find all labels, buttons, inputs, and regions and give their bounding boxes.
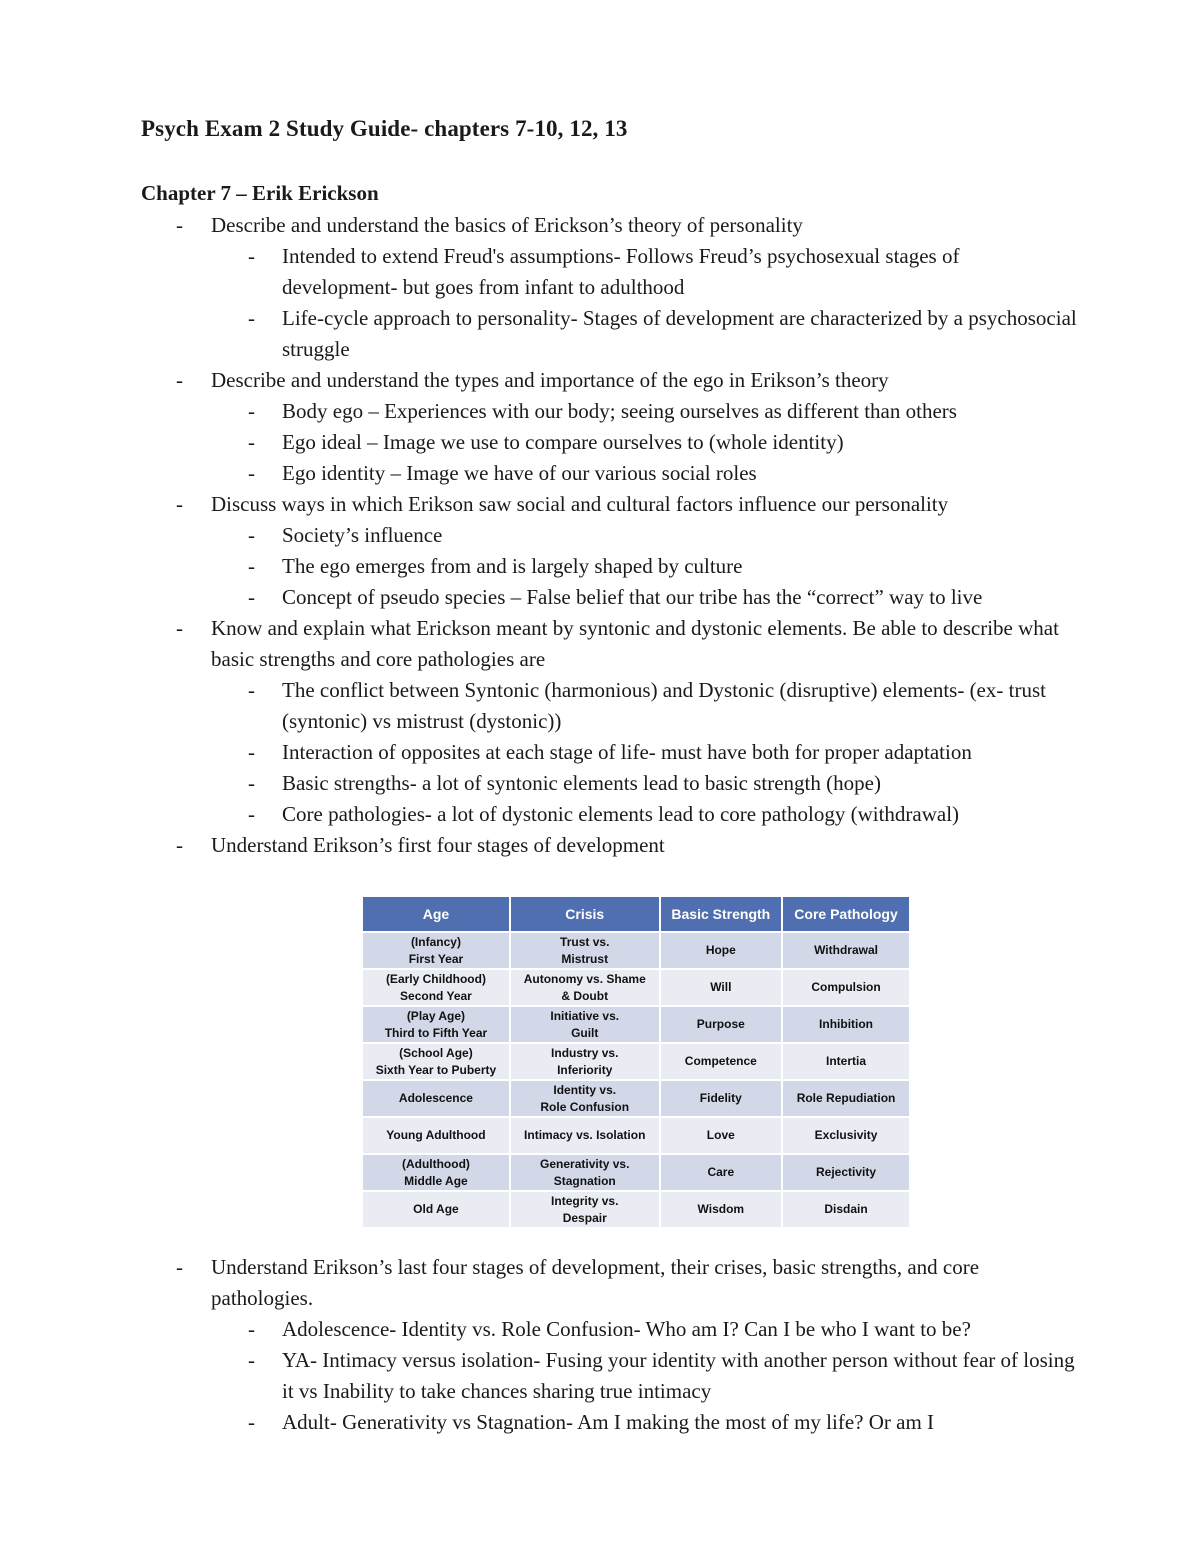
outline-item-text: Adolescence- Identity vs. Role Confusion- Who am I? Can I be who I want to be? — [282, 1317, 971, 1341]
bullet-dash: - — [248, 244, 255, 268]
outline-item-text: Ego identity – Image we have of our various social roles — [282, 461, 757, 485]
outline-item-text: Concept of pseudo species – False belief that our tribe has the “correct” way to live — [282, 585, 983, 609]
chapter-heading: Chapter 7 – Erik Erickson — [141, 181, 379, 205]
outline-subitem — [0, 1345, 1200, 1407]
outline-item — [0, 830, 1200, 861]
bullet-dash: - — [248, 1410, 255, 1434]
cell-age: (Adulthood) Middle Age — [363, 1155, 509, 1190]
table-row — [363, 1118, 909, 1153]
column-header: Crisis — [511, 897, 659, 931]
outline-item-text: Body ego – Experiences with our body; seeing ourselves as different than others — [282, 399, 957, 423]
cell-core-pathology: Inhibition — [783, 1007, 909, 1042]
outline-item-text: Basic strengths- a lot of syntonic elements lead to basic strength (hope) — [282, 771, 881, 795]
outline-item-text: Ego ideal – Image we use to compare ourselves to (whole identity) — [282, 430, 844, 454]
column-header: Basic Strength — [661, 897, 781, 931]
bullet-dash: - — [176, 368, 183, 392]
outline-section-2 — [0, 1252, 1200, 1438]
cell-age: Young Adulthood — [363, 1118, 509, 1153]
outline-subitem — [0, 458, 1200, 489]
bullet-dash: - — [248, 399, 255, 423]
cell-crisis: Autonomy vs. Shame & Doubt — [511, 970, 659, 1005]
cell-core-pathology: Exclusivity — [783, 1118, 909, 1153]
table-row — [363, 1155, 909, 1190]
outline-item-text: Society’s influence — [282, 523, 443, 547]
cell-age: Adolescence — [363, 1081, 509, 1116]
outline-item-text: Describe and understand the types and importance of the ego in Erikson’s theory — [211, 368, 889, 392]
outline-subitem — [0, 520, 1200, 551]
outline-subitem — [0, 396, 1200, 427]
cell-core-pathology: Disdain — [783, 1192, 909, 1227]
cell-core-pathology: Role Repudiation — [783, 1081, 909, 1116]
cell-core-pathology: Compulsion — [783, 970, 909, 1005]
cell-crisis: Generativity vs. Stagnation — [511, 1155, 659, 1190]
outline-item-text: Core pathologies- a lot of dystonic elements lead to core pathology (withdrawal) — [282, 802, 960, 826]
table-row — [363, 1081, 909, 1116]
bullet-dash: - — [248, 585, 255, 609]
bullet-dash: - — [176, 616, 183, 640]
page-title: Psych Exam 2 Study Guide- chapters 7-10, 12, 13 — [141, 116, 628, 141]
cell-crisis: Initiative vs. Guilt — [511, 1007, 659, 1042]
cell-crisis: Intimacy vs. Isolation — [511, 1118, 659, 1153]
outline-subitem — [0, 799, 1200, 830]
table-row — [363, 1044, 909, 1079]
outline-item-text: Understand Erikson’s last four stages of development, their crises, basic strengths, and core pathologies. — [211, 1255, 980, 1310]
bullet-dash: - — [248, 802, 255, 826]
outline-subitem — [0, 675, 1200, 737]
bullet-dash: - — [176, 492, 183, 516]
outline-item-text: Interaction of opposites at each stage of life- must have both for proper adaptation — [282, 740, 972, 764]
outline-item — [0, 613, 1200, 675]
outline-item — [0, 210, 1200, 241]
outline-item-text: Know and explain what Erickson meant by syntonic and dystonic elements. Be able to describe what basic strengths and core pathologies are — [211, 616, 1059, 671]
outline-item-text: Life-cycle approach to personality- Stages of development are characterized by a psychosocial struggle — [282, 306, 1077, 361]
outline-subitem — [0, 768, 1200, 799]
column-header: Core Pathology — [783, 897, 909, 931]
cell-basic-strength: Fidelity — [661, 1081, 781, 1116]
bullet-dash: - — [176, 833, 183, 857]
outline-subitem — [0, 737, 1200, 768]
bullet-dash: - — [248, 430, 255, 454]
cell-core-pathology: Withdrawal — [783, 933, 909, 968]
outline-subitem — [0, 1314, 1200, 1345]
outline-item-text: Discuss ways in which Erikson saw social and cultural factors influence our personality — [211, 492, 949, 516]
cell-core-pathology: Rejectivity — [783, 1155, 909, 1190]
bullet-dash: - — [176, 1255, 183, 1279]
cell-age: (Early Childhood) Second Year — [363, 970, 509, 1005]
bullet-dash: - — [248, 740, 255, 764]
table-row — [363, 933, 909, 968]
bullet-dash: - — [248, 771, 255, 795]
outline-item-text: Intended to extend Freud's assumptions- Follows Freud’s psychosexual stages of development- but goes from infant to adulthood — [282, 244, 960, 299]
outline-subitem — [0, 582, 1200, 613]
cell-age: Old Age — [363, 1192, 509, 1227]
outline-section-1 — [0, 210, 1200, 861]
cell-basic-strength: Hope — [661, 933, 781, 968]
bullet-dash: - — [248, 554, 255, 578]
cell-age: (Infancy) First Year — [363, 933, 509, 968]
bullet-dash: - — [248, 678, 255, 702]
cell-age: (School Age) Sixth Year to Puberty — [363, 1044, 509, 1079]
outline-subitem — [0, 303, 1200, 365]
cell-basic-strength: Love — [661, 1118, 781, 1153]
table-row — [363, 970, 909, 1005]
cell-age: (Play Age) Third to Fifth Year — [363, 1007, 509, 1042]
outline-item — [0, 489, 1200, 520]
bullet-dash: - — [176, 213, 183, 237]
cell-crisis: Identity vs. Role Confusion — [511, 1081, 659, 1116]
outline-subitem — [0, 1407, 1200, 1438]
cell-basic-strength: Will — [661, 970, 781, 1005]
outline-item-text: The ego emerges from and is largely shaped by culture — [282, 554, 743, 578]
cell-basic-strength: Competence — [661, 1044, 781, 1079]
cell-crisis: Integrity vs. Despair — [511, 1192, 659, 1227]
bullet-dash: - — [248, 1317, 255, 1341]
cell-core-pathology: Intertia — [783, 1044, 909, 1079]
bullet-dash: - — [248, 461, 255, 485]
outline-item-text: Understand Erikson’s first four stages of development — [211, 833, 665, 857]
table-header-row — [363, 897, 909, 931]
table-row — [363, 1192, 909, 1227]
cell-crisis: Industry vs. Inferiority — [511, 1044, 659, 1079]
outline-item — [0, 1252, 1200, 1314]
erikson-stages-table — [361, 895, 911, 1229]
bullet-dash: - — [248, 306, 255, 330]
outline-subitem — [0, 241, 1200, 303]
outline-item-text: Adult- Generativity vs Stagnation- Am I making the most of my life? Or am I — [282, 1410, 935, 1434]
outline-item — [0, 365, 1200, 396]
cell-basic-strength: Wisdom — [661, 1192, 781, 1227]
outline-item-text: Describe and understand the basics of Erickson’s theory of personality — [211, 213, 803, 237]
bullet-dash: - — [248, 523, 255, 547]
cell-basic-strength: Care — [661, 1155, 781, 1190]
bullet-dash: - — [248, 1348, 255, 1372]
cell-crisis: Trust vs. Mistrust — [511, 933, 659, 968]
outline-item-text: The conflict between Syntonic (harmonious) and Dystonic (disruptive) elements- (ex- trust (syntonic) vs mistrust (dystonic)) — [282, 678, 1046, 733]
outline-subitem — [0, 427, 1200, 458]
cell-basic-strength: Purpose — [661, 1007, 781, 1042]
outline-subitem — [0, 551, 1200, 582]
table-row — [363, 1007, 909, 1042]
column-header: Age — [363, 897, 509, 931]
outline-item-text: YA- Intimacy versus isolation- Fusing your identity with another person without fear of losing it vs Inability to take chances sharing true intimacy — [282, 1348, 1075, 1403]
